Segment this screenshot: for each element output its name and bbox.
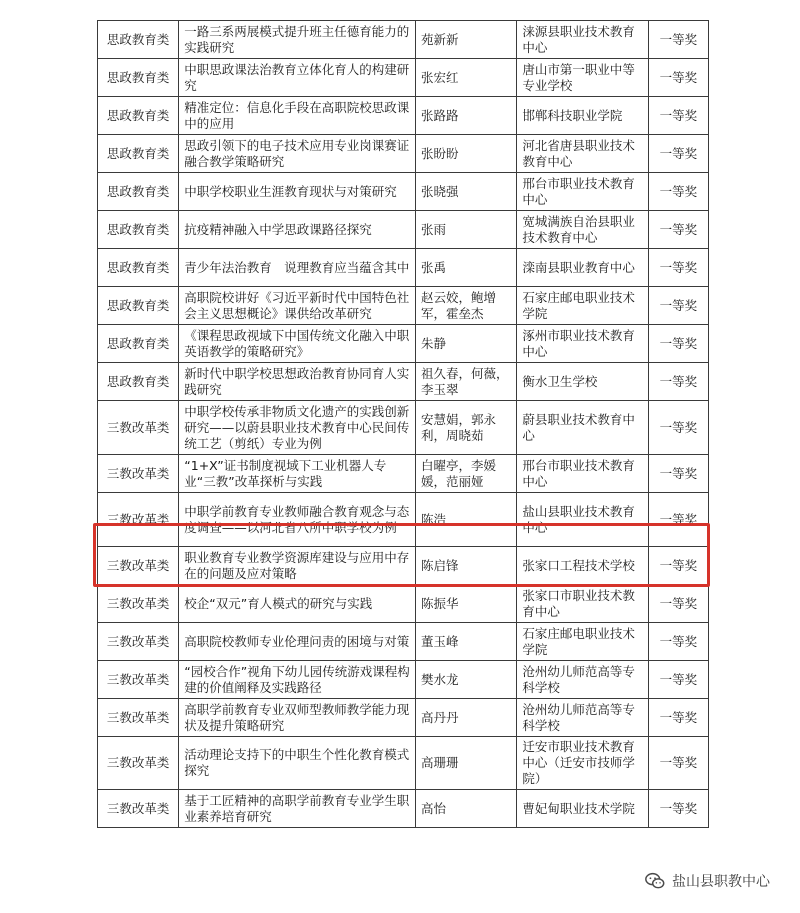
- table-row: [98, 21, 709, 59]
- title-cell: “1+X”证书制度视域下工业机器人专业“三教”改革探析与实践: [179, 455, 416, 493]
- title-cell: 高职学前教育专业双师型教师教学能力现状及提升策略研究: [179, 699, 416, 737]
- award-cell: 一等奖: [648, 455, 708, 493]
- award-cell: 一等奖: [648, 325, 708, 363]
- unit-cell: 张家口市职业技术教育中心: [517, 585, 648, 623]
- authors-cell: 白曜亭，李媛媛，范丽娅: [416, 455, 517, 493]
- authors-cell: 朱静: [416, 325, 517, 363]
- title-cell: 《课程思政视域下中国传统文化融入中职英语教学的策略研究》: [179, 325, 416, 363]
- authors-cell: 张晓强: [416, 173, 517, 211]
- award-cell: 一等奖: [648, 547, 708, 585]
- unit-cell: 邯郸科技职业学院: [517, 97, 648, 135]
- watermark-text: 盐山县职教中心: [672, 874, 770, 890]
- authors-cell: 赵云姣，鲍增军，霍垒杰: [416, 287, 517, 325]
- table-row: [98, 363, 709, 401]
- unit-cell: 曹妃甸职业技术学院: [517, 790, 648, 828]
- authors-cell: 董玉峰: [416, 623, 517, 661]
- table-row: [98, 585, 709, 623]
- category-cell: 思政教育类: [98, 249, 179, 287]
- unit-cell: 涞源县职业技术教育中心: [517, 21, 648, 59]
- authors-cell: 高丹丹: [416, 699, 517, 737]
- table-row: [98, 455, 709, 493]
- award-cell: 一等奖: [648, 737, 708, 790]
- award-cell: 一等奖: [648, 623, 708, 661]
- award-cell: 一等奖: [648, 661, 708, 699]
- table-row: [98, 249, 709, 287]
- category-cell: 三教改革类: [98, 547, 179, 585]
- category-cell: 三教改革类: [98, 493, 179, 547]
- category-cell: 思政教育类: [98, 173, 179, 211]
- title-cell: 中职学校职业生涯教育现状与对策研究: [179, 173, 416, 211]
- unit-cell: 蔚县职业技术教育中心: [517, 401, 648, 455]
- unit-cell: 宽城满族自治县职业技术教育中心: [517, 211, 648, 249]
- unit-cell: 滦南县职业教育中心: [517, 249, 648, 287]
- authors-cell: 祖久春，何薇，李玉翠: [416, 363, 517, 401]
- category-cell: 三教改革类: [98, 737, 179, 790]
- authors-cell: 高怡: [416, 790, 517, 828]
- unit-cell: 邢台市职业技术教育中心: [517, 455, 648, 493]
- award-cell: 一等奖: [648, 363, 708, 401]
- category-cell: 思政教育类: [98, 97, 179, 135]
- award-cell: 一等奖: [648, 585, 708, 623]
- unit-cell: 盐山县职业技术教育中心: [517, 493, 648, 547]
- category-cell: 三教改革类: [98, 699, 179, 737]
- table-row: [98, 325, 709, 363]
- table-row: [98, 737, 709, 790]
- unit-cell: 沧州幼儿师范高等专科学校: [517, 699, 648, 737]
- award-cell: 一等奖: [648, 135, 708, 173]
- authors-cell: 樊水龙: [416, 661, 517, 699]
- title-cell: 精准定位：信息化手段在高职院校思政课中的应用: [179, 97, 416, 135]
- authors-cell: 陈振华: [416, 585, 517, 623]
- title-cell: 新时代中职学校思想政治教育协同育人实践研究: [179, 363, 416, 401]
- unit-cell: 沧州幼儿师范高等专科学校: [517, 661, 648, 699]
- title-cell: 高职院校教师专业伦理问责的困境与对策: [179, 623, 416, 661]
- unit-cell: 迁安市职业技术教育中心（迁安市技师学院）: [517, 737, 648, 790]
- title-cell: 高职院校讲好《习近平新时代中国特色社会主义思想概论》课供给改革研究: [179, 287, 416, 325]
- table-row: [98, 623, 709, 661]
- title-cell: 中职学校传承非物质文化遗产的实践创新研究——以蔚县职业技术教育中心民间传统工艺（剪纸）专业为例: [179, 401, 416, 455]
- category-cell: 三教改革类: [98, 790, 179, 828]
- unit-cell: 张家口工程技术学校: [517, 547, 648, 585]
- awards-table-body: [98, 21, 709, 828]
- award-cell: 一等奖: [648, 287, 708, 325]
- table-row: [98, 211, 709, 249]
- category-cell: 三教改革类: [98, 585, 179, 623]
- unit-cell: 邢台市职业技术教育中心: [517, 173, 648, 211]
- award-cell: 一等奖: [648, 59, 708, 97]
- authors-cell: 陈浩: [416, 493, 517, 547]
- table-row: [98, 59, 709, 97]
- authors-cell: 张雨: [416, 211, 517, 249]
- unit-cell: 河北省唐县职业技术教育中心: [517, 135, 648, 173]
- table-row: [98, 547, 709, 585]
- authors-cell: 苑新新: [416, 21, 517, 59]
- category-cell: 三教改革类: [98, 623, 179, 661]
- table-row: [98, 493, 709, 547]
- category-cell: 三教改革类: [98, 455, 179, 493]
- award-cell: 一等奖: [648, 173, 708, 211]
- category-cell: 思政教育类: [98, 59, 179, 97]
- award-cell: 一等奖: [648, 790, 708, 828]
- unit-cell: 石家庄邮电职业技术学院: [517, 287, 648, 325]
- award-cell: 一等奖: [648, 249, 708, 287]
- award-cell: 一等奖: [648, 211, 708, 249]
- category-cell: 思政教育类: [98, 21, 179, 59]
- title-cell: 基于工匠精神的高职学前教育专业学生职业素养培育研究: [179, 790, 416, 828]
- table-row: [98, 287, 709, 325]
- category-cell: 思政教育类: [98, 211, 179, 249]
- title-cell: 校企“双元”育人模式的研究与实践: [179, 585, 416, 623]
- authors-cell: 安慧娟，郭永利，周晓茹: [416, 401, 517, 455]
- watermark: [640, 868, 774, 894]
- category-cell: 思政教育类: [98, 363, 179, 401]
- table-row: [98, 790, 709, 828]
- title-cell: “园校合作”视角下幼儿园传统游戏课程构建的价值阐释及实践路径: [179, 661, 416, 699]
- category-cell: 三教改革类: [98, 401, 179, 455]
- authors-cell: 陈启锋: [416, 547, 517, 585]
- title-cell: 中职学前教育专业教师融合教育观念与态度调查——以河北省八所中职学校为例: [179, 493, 416, 547]
- table-row: [98, 173, 709, 211]
- authors-cell: 张盼盼: [416, 135, 517, 173]
- authors-cell: 张路路: [416, 97, 517, 135]
- category-cell: 思政教育类: [98, 135, 179, 173]
- award-cell: 一等奖: [648, 401, 708, 455]
- unit-cell: 唐山市第一职业中等专业学校: [517, 59, 648, 97]
- table-row: [98, 401, 709, 455]
- category-cell: 三教改革类: [98, 661, 179, 699]
- awards-table: [97, 20, 709, 828]
- authors-cell: 高珊珊: [416, 737, 517, 790]
- unit-cell: 涿州市职业技术教育中心: [517, 325, 648, 363]
- award-cell: 一等奖: [648, 699, 708, 737]
- title-cell: 中职思政课法治教育立体化育人的构建研究: [179, 59, 416, 97]
- title-cell: 活动理论支持下的中职生个性化教育模式探究: [179, 737, 416, 790]
- award-cell: 一等奖: [648, 21, 708, 59]
- category-cell: 思政教育类: [98, 325, 179, 363]
- unit-cell: 石家庄邮电职业技术学院: [517, 623, 648, 661]
- award-cell: 一等奖: [648, 493, 708, 547]
- award-cell: 一等奖: [648, 97, 708, 135]
- authors-cell: 张禹: [416, 249, 517, 287]
- authors-cell: 张宏红: [416, 59, 517, 97]
- title-cell: 青少年法治教育 说理教育应当蕴含其中: [179, 249, 416, 287]
- table-row: [98, 135, 709, 173]
- title-cell: 抗疫精神融入中学思政课路径探究: [179, 211, 416, 249]
- unit-cell: 衡水卫生学校: [517, 363, 648, 401]
- title-cell: 思政引领下的电子技术应用专业岗课赛证融合教学策略研究: [179, 135, 416, 173]
- table-row: [98, 97, 709, 135]
- title-cell: 职业教育专业教学资源库建设与应用中存在的问题及应对策略: [179, 547, 416, 585]
- category-cell: 思政教育类: [98, 287, 179, 325]
- title-cell: 一路三系两展模式提升班主任德育能力的实践研究: [179, 21, 416, 59]
- table-row: [98, 661, 709, 699]
- table-row: [98, 699, 709, 737]
- wechat-icon: [644, 870, 666, 892]
